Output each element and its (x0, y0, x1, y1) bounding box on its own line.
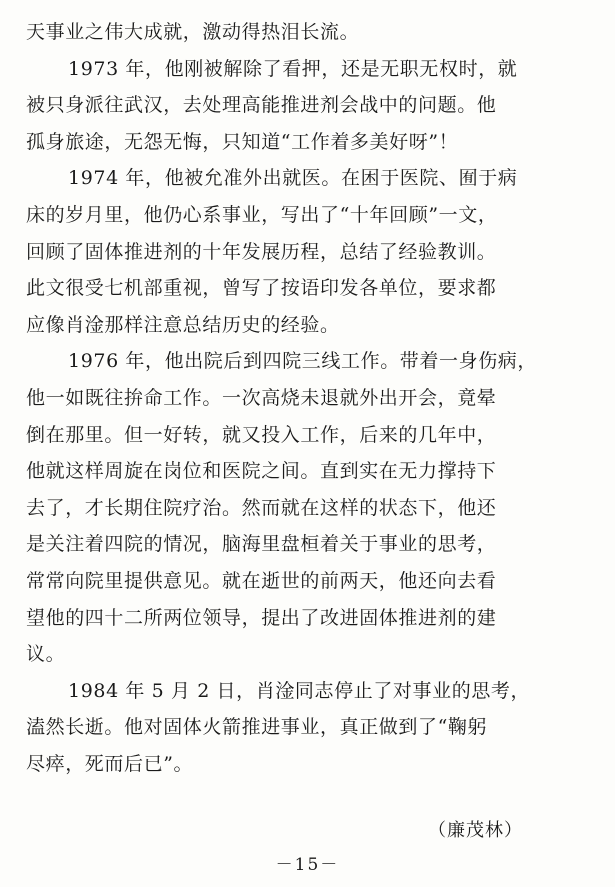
text-line: 常常向院里提供意见。就在逝世的前两天，他还向去看 (26, 569, 497, 592)
text-line: 孤身旅途，无怨无悔，只知道“工作着多美好呀”！ (26, 130, 459, 153)
text-line: 溘然长逝。他对固体火箭推进事业，真正做到了“鞠躬 (26, 716, 488, 739)
text-line: 1984 年 5 月 2 日，肖淦同志停止了对事业的思考， (68, 679, 531, 702)
text-line: 倒在那里。但一好转，就又投入工作，后来的几年中， (26, 423, 497, 446)
text-line: 是关注着四院的情况，脑海里盘桓着关于事业的思考， (26, 533, 497, 556)
text-line: 天事业之伟大成就，激动得热泪长流。 (26, 21, 360, 43)
text-line: 1974 年，他被允准外出就医。在困于医院、囿于病 (68, 167, 518, 190)
text-line: 1976 年，他出院后到四院三线工作。带着一身伤病， (68, 350, 537, 373)
text-line: 望他的四十二所两位领导，提出了改进固体推进剂的建 (26, 606, 497, 629)
author-signature: （廉茂林） (428, 820, 523, 841)
text-line: 应像肖淦那样注意总结历史的经验。 (26, 313, 340, 336)
body-text (26, 14, 598, 782)
text-line: 被只身派往武汉，去处理高能推进剂会战中的问题。他 (26, 94, 497, 117)
text-line: 去了，才长期住院疗治。然而就在这样的状态下，他还 (26, 496, 497, 519)
text-line: 1973 年，他刚被解除了看押，还是无职无权时，就 (68, 57, 518, 80)
page-number: －15－ (275, 855, 340, 875)
text-line: 床的岁月里，他仍心系事业，写出了“十年回顾”一文， (26, 203, 498, 226)
text-line: 他就这样周旋在岗位和医院之间。直到实在无力撑持下 (26, 460, 497, 483)
text-line: 尽瘁，死而后已”。 (26, 752, 194, 775)
text-line: 回顾了固体推进剂的十年发展历程，总结了经验教训。 (26, 240, 497, 263)
text-line: 议。 (26, 643, 66, 666)
text-line: 他一如既往拚命工作。一次高烧未退就外出开会，竟晕 (26, 386, 497, 409)
text-line: 此文很受七机部重视，曾写了按语印发各单位，要求都 (26, 277, 497, 300)
